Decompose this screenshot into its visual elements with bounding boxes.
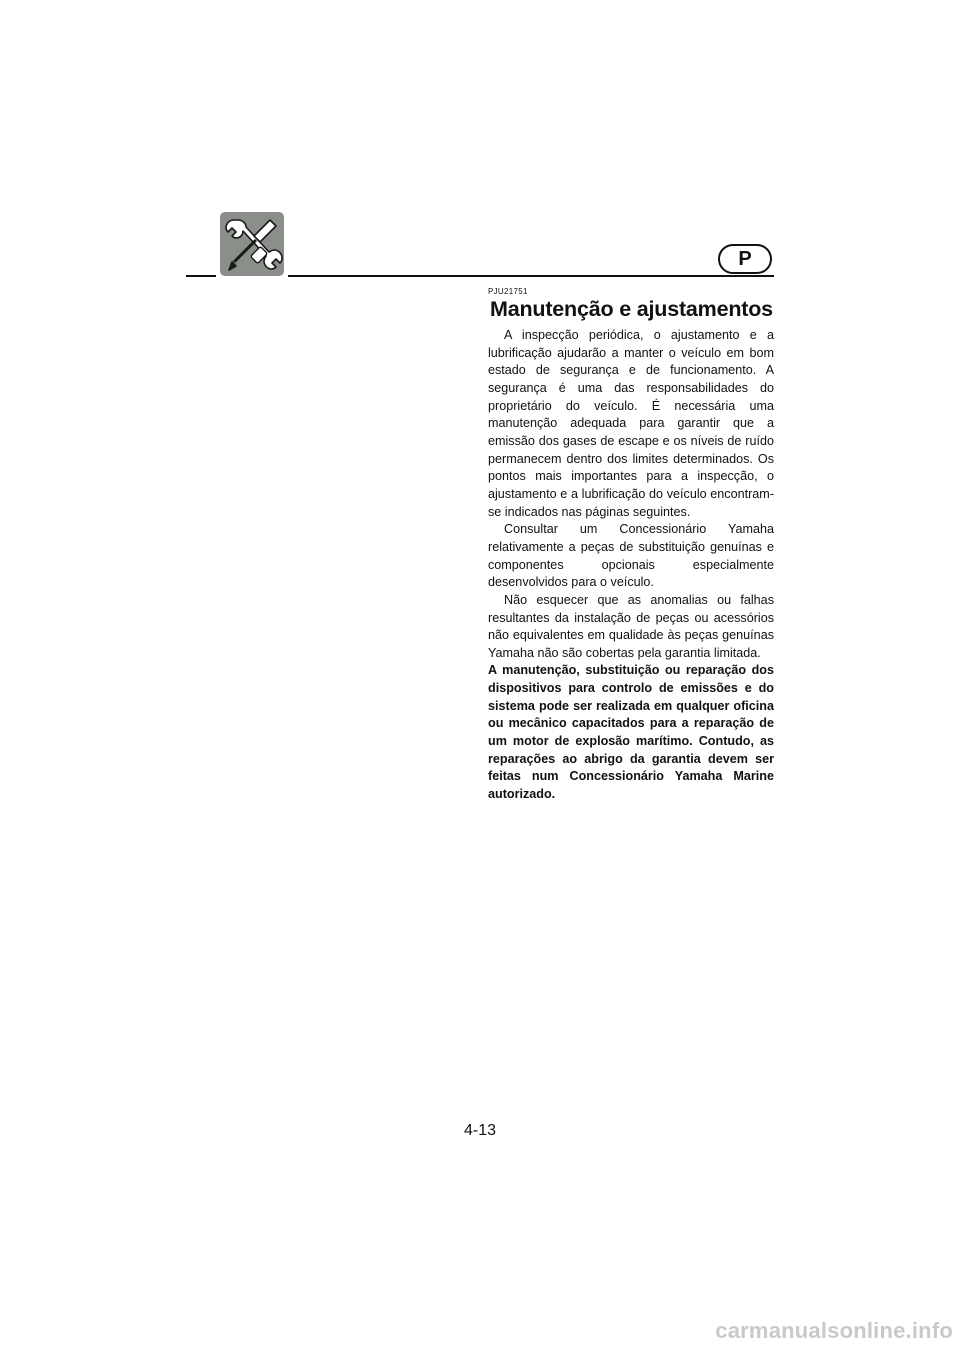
header-rule-left <box>186 275 216 277</box>
paragraph-dealer: Consultar um Concessionário Yamaha relativamente a peças de substituição genuínas e componentes opcionais especialmente desenvolvidos para o veículo. <box>488 522 774 590</box>
section-code: PJU21751 <box>488 287 528 296</box>
paragraph-emissions-notice: A manutenção, substituição ou reparação dos dispositivos para controlo de emissões e do sistema pode ser realizada em qualquer oficina ou mecânico capacitados para a reparação de um motor de explosão marítimo. Contudo, as reparações ao abrigo da garantia devem ser feitas num Concessionário Yamaha Marine autorizado. <box>488 663 774 802</box>
section-body <box>488 327 774 804</box>
language-badge: P <box>718 244 772 274</box>
section-title: Manutenção e ajustamentos <box>490 297 773 321</box>
paragraph-inspection: A inspecção periódica, o ajustamento e a lubrificação ajudarão a manter o veículo em bom estado de segurança e de funcionamento. A segurança é uma das responsabilidades do proprietário do veículo. É necessária uma manutenção adequada para garantir que a emissão dos gases de escape e os níveis de ruído permanecem dentro dos limites determinados. Os pontos mais importantes para a inspecção, o ajustamento e a lubrificação do veículo encontram-se indicados nas páginas seguintes. <box>488 328 774 519</box>
paragraph-warranty: Não esquecer que as anomalias ou falhas resultantes da instalação de peças ou acessórios não equivalentes em qualidade às peças genuínas Yamaha não são cobertas pela garantia limitada. <box>488 592 774 660</box>
header-rule-right <box>288 275 774 277</box>
watermark: carmanualsonline.info <box>715 1318 953 1343</box>
maintenance-tools-icon <box>220 212 284 276</box>
page-number: 4-13 <box>463 1122 497 1139</box>
